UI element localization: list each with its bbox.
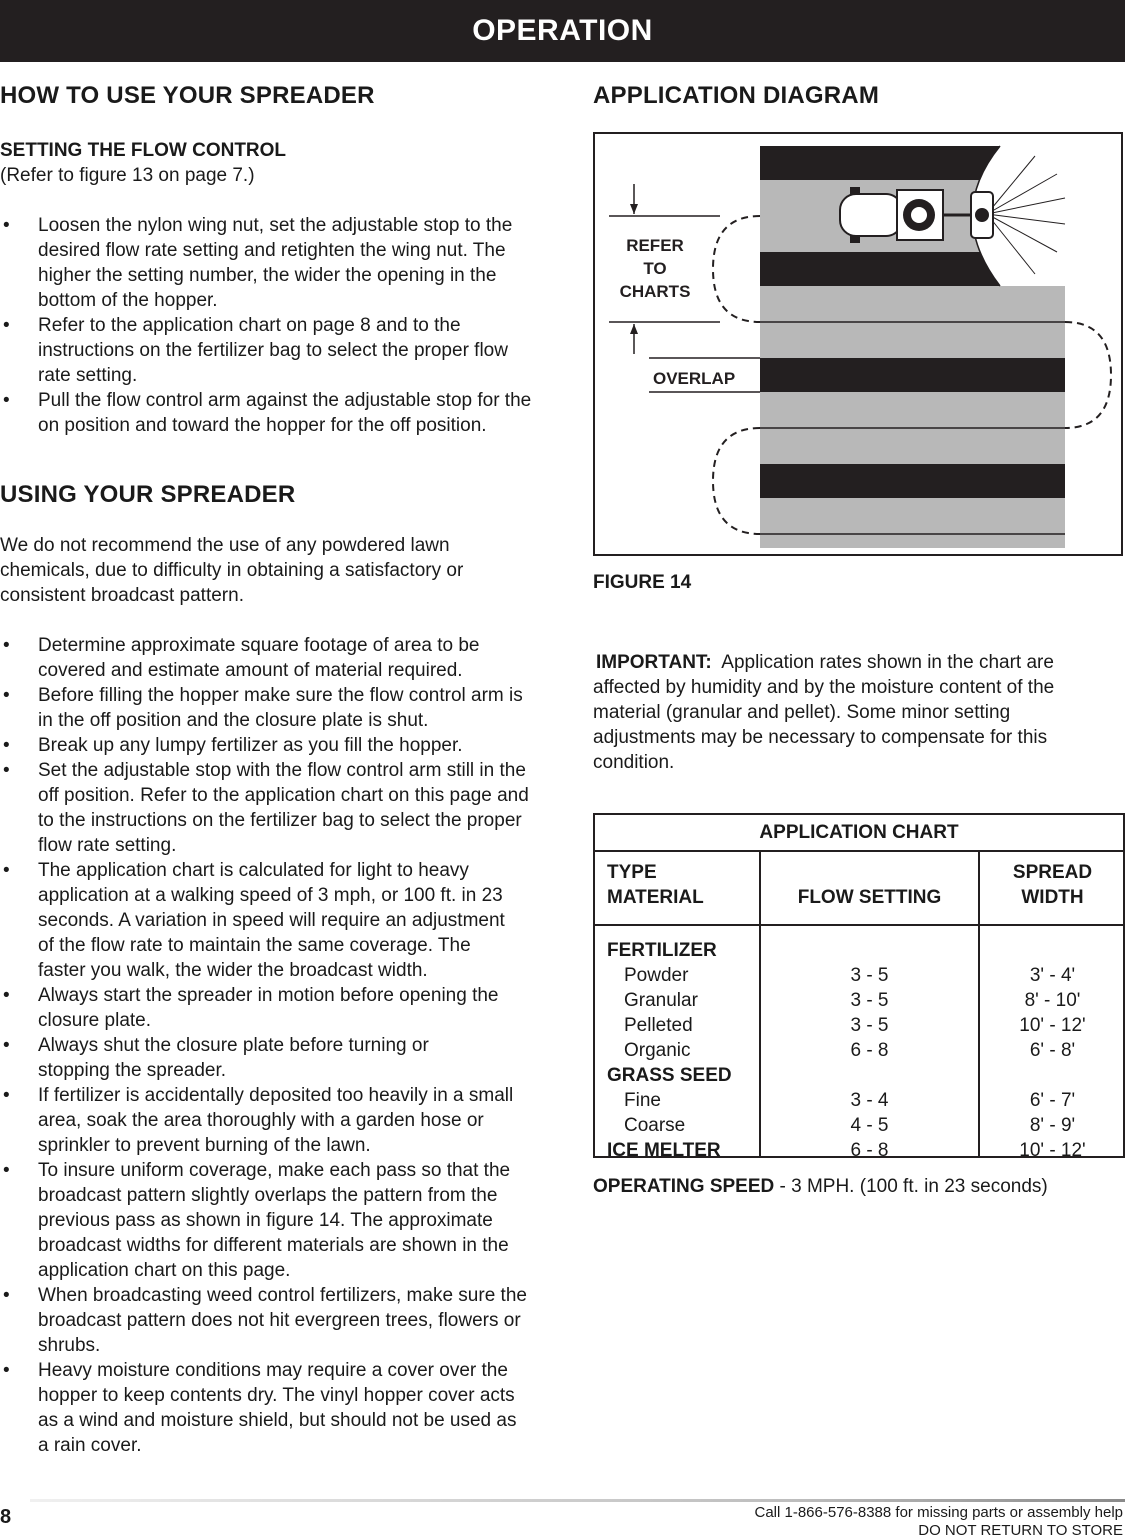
col-header-flow: FLOW SETTING	[797, 887, 942, 908]
list-item: • Refer to the application chart on page 8 and to the instructions on the fertilizer bag to select the proper flow rate setting.	[0, 313, 540, 388]
chart-row-width: 10' - 12'	[1019, 1140, 1086, 1161]
stripe-dark	[760, 358, 1065, 392]
flow-control-ref: (Refer to figure 13 on page 7.)	[0, 165, 255, 186]
spreader-icon	[840, 187, 993, 243]
how-to-use-heading: HOW TO USE YOUR SPREADER	[0, 82, 375, 109]
important-text: Application rates shown in the chart are affected by humidity and by the moisture content of the material (granular and pellet). Some minor setting adjustments may be necessary to compensate for this condition.	[593, 652, 1055, 773]
return-line: DO NOT RETURN TO STORE	[918, 1522, 1123, 1539]
flow-control-heading: SETTING THE FLOW CONTROL	[0, 140, 287, 161]
chart-body	[595, 852, 1123, 1161]
list-item: • Always start the spreader in motion before opening the closure plate.	[0, 983, 540, 1033]
chart-row-material: Organic	[624, 1040, 691, 1061]
col-header-type: TYPE	[607, 862, 657, 883]
left-column	[0, 82, 540, 1458]
using-spreader-heading: USING YOUR SPREADER	[0, 481, 296, 508]
chart-row-material: Fine	[624, 1090, 661, 1111]
chart-row-flow: 6 - 8	[850, 1140, 889, 1161]
page-number: 8	[0, 1506, 12, 1528]
important-note	[593, 650, 1113, 775]
chart-row-flow: 3 - 5	[850, 965, 889, 986]
list-item: • Pull the flow control arm against the adjustable stop for the on position and toward the hopper for the off position.	[0, 388, 540, 438]
list-item: • Always shut the closure plate before turning or stopping the spreader.	[0, 1033, 540, 1083]
using-spreader-list	[0, 633, 540, 1458]
diagram-svg	[595, 134, 1121, 554]
application-diagram	[593, 132, 1123, 556]
list-item: • Break up any lumpy fertilizer as you fill the hopper.	[0, 733, 540, 758]
right-column	[593, 82, 1125, 1197]
chart-row-width: 3' - 4'	[1029, 965, 1076, 986]
chart-row-width: 6' - 7'	[1029, 1090, 1076, 1111]
col-header-material: MATERIAL	[607, 887, 704, 908]
chart-title: APPLICATION CHART	[595, 815, 1123, 852]
help-line: Call 1-866-576-8388 for missing parts or assembly help	[754, 1504, 1123, 1521]
list-item: • If fertilizer is accidentally deposited too heavily in a small area, soak the area thoroughly with a garden hose or sprinkler to prevent burning of the lawn.	[0, 1083, 540, 1158]
refer-label-3: CHARTS	[619, 282, 691, 301]
turn-path-left-top	[713, 216, 760, 322]
chart-row-material: GRASS SEED	[607, 1065, 732, 1086]
footer-notice	[754, 1504, 1123, 1540]
list-item: • When broadcasting weed control fertilizers, make sure the broadcast pattern does not hit evergreen trees, flowers or shrubs.	[0, 1283, 540, 1358]
overlap-label: OVERLAP	[653, 369, 736, 388]
chart-row-material: ICE MELTER	[607, 1140, 721, 1161]
stripe-light	[760, 498, 1065, 548]
application-chart	[593, 813, 1125, 1161]
chart-row-width: 6' - 8'	[1029, 1040, 1076, 1061]
refer-label-1: REFER	[626, 236, 684, 255]
flow-control-list	[0, 213, 540, 438]
important-label: IMPORTANT:	[596, 652, 712, 673]
page-header	[0, 0, 1125, 62]
turn-path-right	[1065, 322, 1111, 428]
chart-row-material: Powder	[624, 965, 689, 986]
turn-path-left-bottom	[713, 428, 760, 534]
footer-divider	[30, 1499, 1125, 1502]
chart-row-width: 10' - 12'	[1019, 1015, 1086, 1036]
chart-row-flow: 3 - 5	[850, 1015, 889, 1036]
operating-speed	[593, 1176, 1048, 1198]
list-item: • Set the adjustable stop with the flow control arm still in the off position. Refer to the application chart on this page and to the instructions on the fertilizer bag to select the proper flow rate setting.	[0, 758, 540, 858]
chart-row-width: 8' - 10'	[1024, 990, 1081, 1011]
using-intro: We do not recommend the use of any powdered lawn chemicals, due to difficulty in obtaining a satisfactory or consistent broadcast pattern.	[0, 535, 464, 606]
chart-row-flow: 4 - 5	[850, 1115, 889, 1136]
list-item: • Determine approximate square footage of area to be covered and estimate amount of material required.	[0, 633, 540, 683]
chart-row-material: Pelleted	[624, 1015, 693, 1036]
speed-text: - 3 MPH. (100 ft. in 23 seconds)	[774, 1176, 1048, 1197]
speed-label: OPERATING SPEED	[593, 1176, 775, 1197]
chart-row-flow: 3 - 4	[850, 1090, 889, 1111]
list-item: • Before filling the hopper make sure the flow control arm is in the off position and the closure plate is shut.	[0, 683, 540, 733]
refer-label-2: TO	[643, 259, 667, 278]
list-item: • To insure uniform coverage, make each pass so that the broadcast pattern slightly overlaps the pattern from the previous pass as shown in figure 14. The approximate broadcast widths for different materials are shown in the application chart on this page.	[0, 1158, 540, 1283]
header-title: OPERATION	[472, 14, 653, 47]
col-header-width: WIDTH	[1021, 887, 1084, 908]
chart-row-flow: 6 - 8	[850, 1040, 889, 1061]
chart-row-material: FERTILIZER	[607, 940, 717, 961]
chart-row-material: Coarse	[624, 1115, 686, 1136]
application-diagram-heading: APPLICATION DIAGRAM	[593, 82, 880, 109]
list-item: • Loosen the nylon wing nut, set the adjustable stop to the desired flow rate setting and retighten the wing nut. The higher the setting number, the wider the opening in the bottom of the hopper.	[0, 213, 540, 313]
chart-row-width: 8' - 9'	[1029, 1115, 1076, 1136]
chart-header-divider	[595, 924, 1123, 926]
list-item: • The application chart is calculated for light to heavy application at a walking speed of 3 mph, or 100 ft. in 23 seconds. A variation in speed will require an adjustment of the flow rate to maintain the same coverage. The faster you walk, the wider the broadcast width.	[0, 858, 540, 983]
stripe-dark	[760, 464, 1065, 498]
col-header-spread: SPREAD	[1012, 862, 1093, 883]
chart-row-flow: 3 - 5	[850, 990, 889, 1011]
figure-label: FIGURE 14	[593, 572, 692, 593]
chart-row-material: Granular	[624, 990, 698, 1011]
list-item: • Heavy moisture conditions may require a cover over the hopper to keep contents dry. The vinyl hopper cover acts as a wind and moisture shield, but should not be used as a rain cover.	[0, 1358, 540, 1458]
